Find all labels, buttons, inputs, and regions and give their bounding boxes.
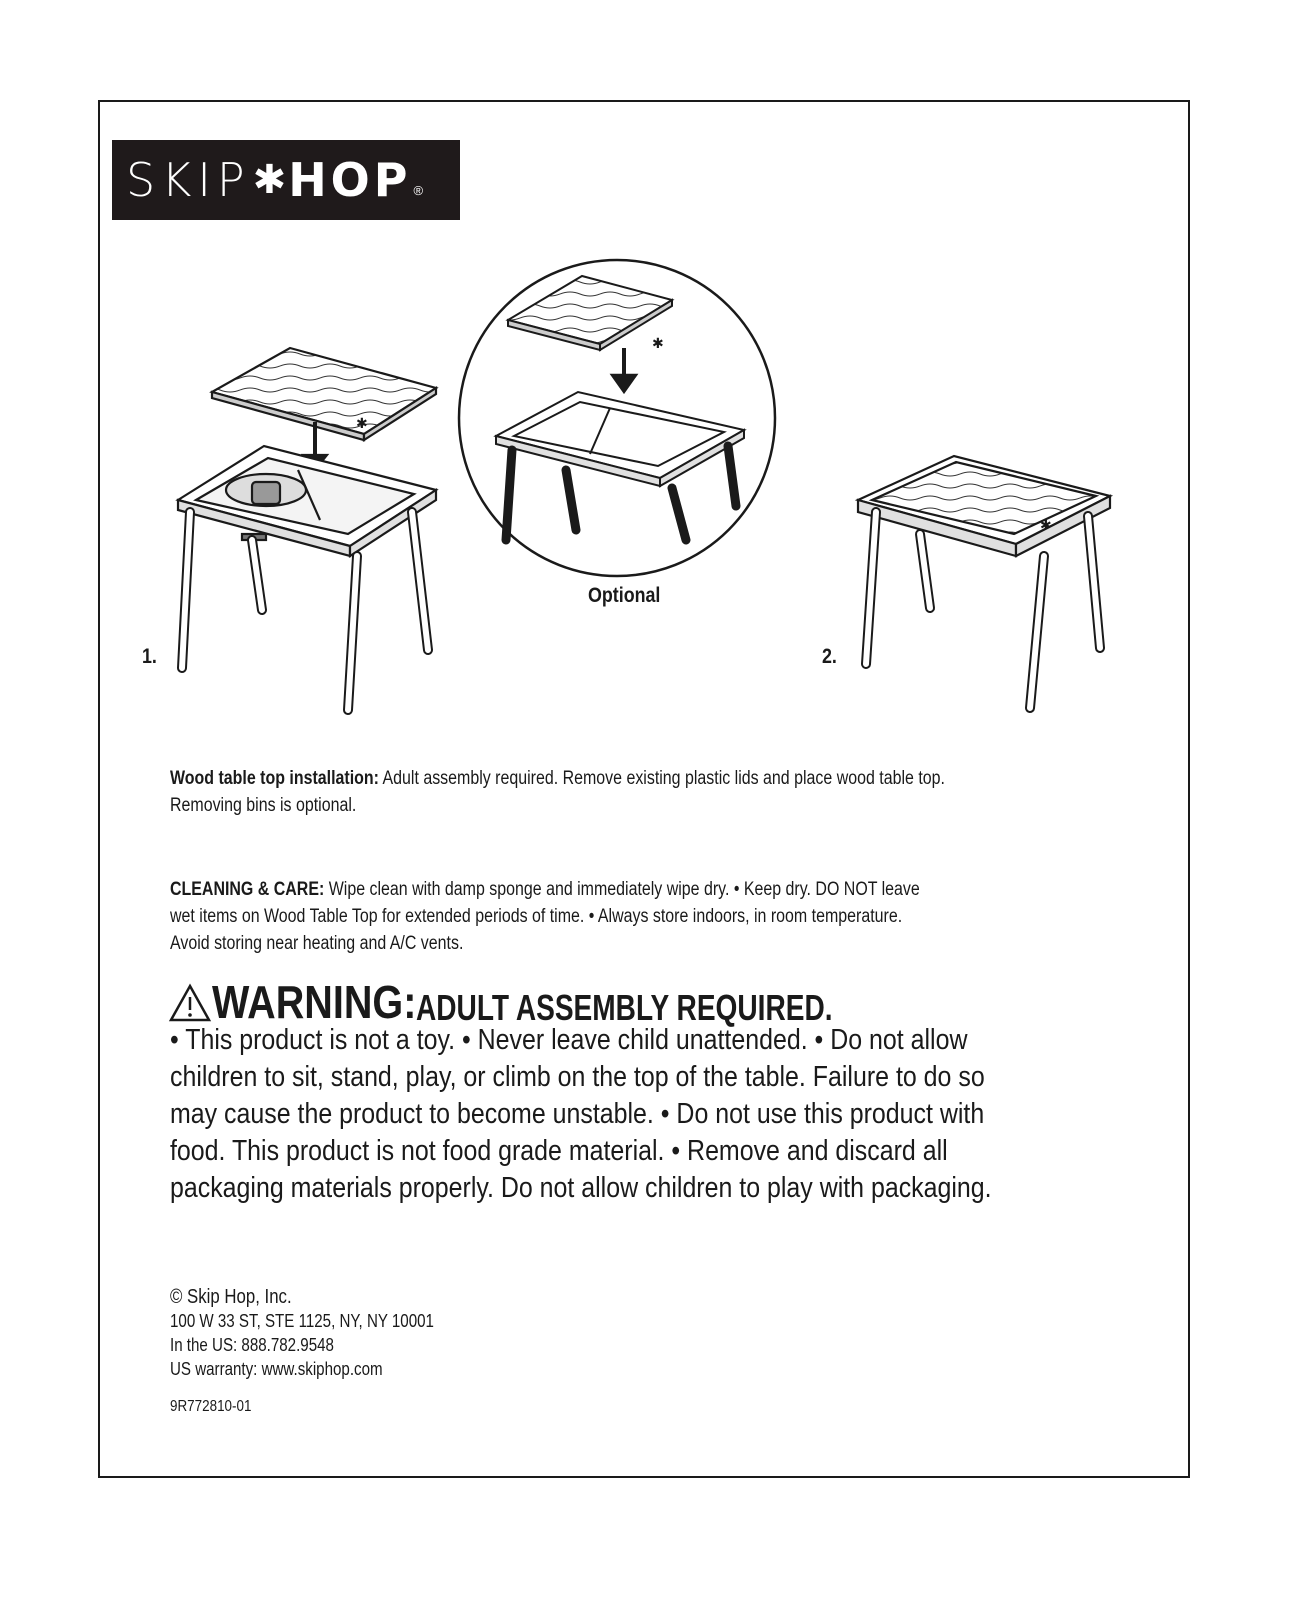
care-heading: CLEANING & CARE: xyxy=(170,879,325,900)
warranty-link: US warranty: www.skiphop.com xyxy=(170,1359,383,1379)
address: 100 W 33 ST, STE 1125, NY, NY 10001 xyxy=(170,1311,434,1331)
warning-line-3: may cause the product to become unstable. • Do not use this product with xyxy=(170,1098,985,1130)
warning-body xyxy=(170,1022,1073,1207)
install-heading: Wood table top installation: xyxy=(170,768,379,789)
company-footer xyxy=(170,1285,434,1419)
optional-label: Optional xyxy=(588,584,661,607)
care-line-1: Wipe clean with damp sponge and immediately wipe dry. • Keep dry. DO NOT leave xyxy=(324,879,920,900)
step1-top-star-icon: ✱ xyxy=(356,415,368,431)
warning-line-4: food. This product is not food grade material. • Remove and discard all xyxy=(170,1135,948,1167)
care-line-3: Avoid storing near heating and A/C vents. xyxy=(170,933,464,954)
copyright: © Skip Hop, Inc. xyxy=(170,1286,292,1308)
cleaning-care xyxy=(170,876,1060,957)
warning-heading xyxy=(168,975,950,1029)
document-code: 9R772810-01 xyxy=(170,1398,252,1415)
warning-title: WARNING: xyxy=(212,976,417,1028)
step-1-label: 1. xyxy=(142,645,157,668)
optional-step-illustration xyxy=(459,260,775,576)
step1-wood-top xyxy=(212,348,436,434)
step1-table-illustration xyxy=(178,348,436,710)
step-2-label: 2. xyxy=(822,645,837,668)
care-line-2: wet items on Wood Table Top for extended periods of time. • Always store indoors, in room temperature. xyxy=(170,906,903,927)
step2-top-star-icon: ✱ xyxy=(1040,517,1052,533)
logo-text-hop: HOP xyxy=(288,153,412,207)
logo-text-skip: SKIP xyxy=(126,153,251,207)
install-instructions xyxy=(170,765,976,819)
warning-line-2: children to sit, stand, play, or climb on the top of the table. Failure to do so xyxy=(170,1061,985,1093)
warning-line-5: packaging materials properly. Do not allow children to play with packaging. xyxy=(170,1172,992,1204)
warning-subtitle: ADULT ASSEMBLY REQUIRED. xyxy=(415,987,833,1028)
registered-mark: ® xyxy=(413,183,424,198)
optional-top-star-icon: ✱ xyxy=(652,335,664,351)
warning-line-1: • This product is not a toy. • Never leave child unattended. • Do not allow xyxy=(170,1024,968,1056)
install-text: Adult assembly required. Remove existing plastic lids and place wood table top. Removing bins is optional. xyxy=(170,768,945,816)
logo-star-icon: ✱ xyxy=(252,157,287,203)
step2-table-illustration xyxy=(858,456,1110,708)
phone: In the US: 888.782.9548 xyxy=(170,1335,334,1355)
warning-triangle-icon xyxy=(168,983,212,1023)
